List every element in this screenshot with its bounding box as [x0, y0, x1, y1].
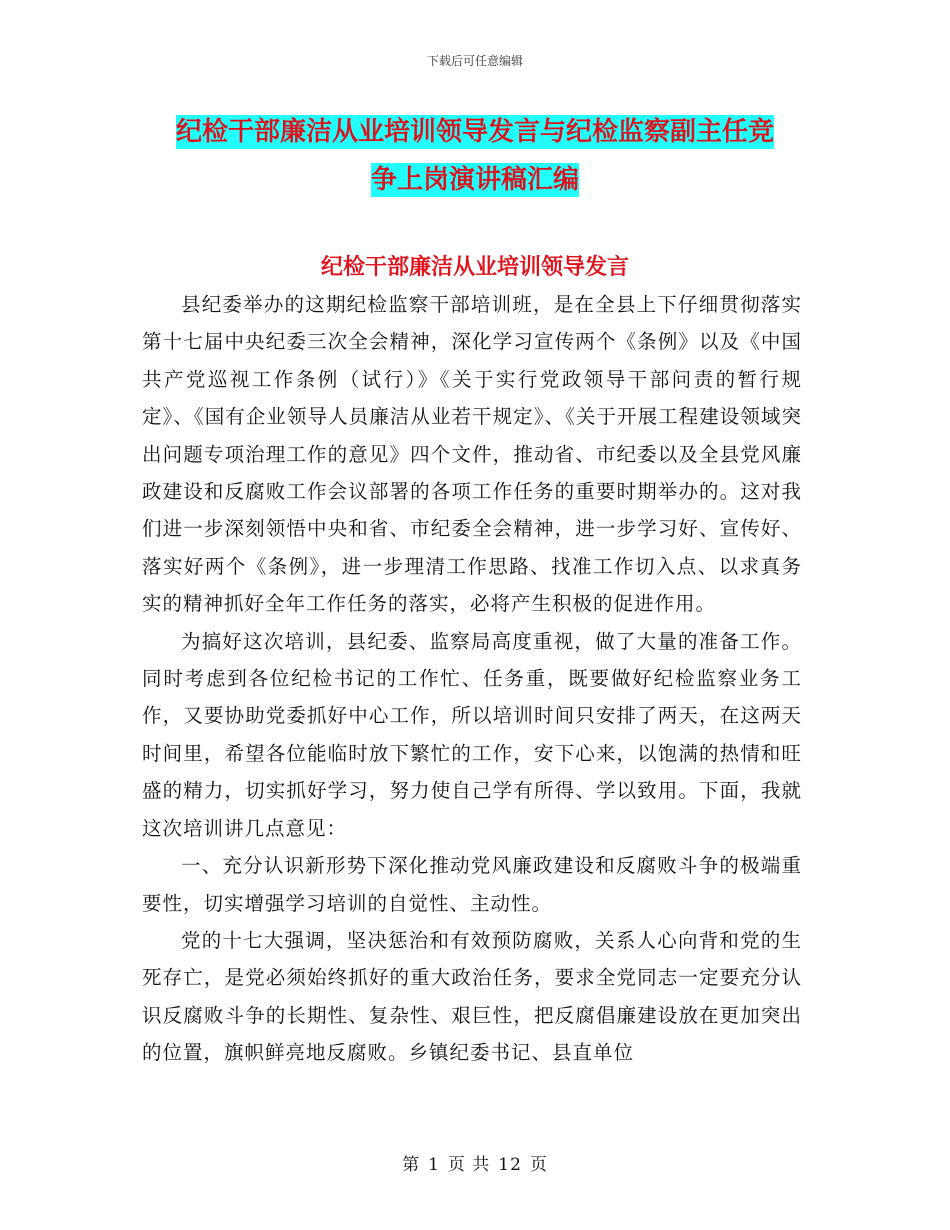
paragraph: 党的十七大强调，坚决惩治和有效预防腐败，关系人心向背和党的生死存亡，是党必须始终抓好的重大政治任务，要求全党同志一定要充分认识反腐败斗争的长期性、复杂性、艰巨性，把反腐倡廉建设放在更加突出的位置，旗帜鲜亮地反腐败。乡镇纪委书记、县直单位 — [142, 928, 802, 1065]
title-line-1: 纪检干部廉洁从业培训领导发言与纪检监察副主任竞 — [175, 117, 774, 147]
title-line-2: 争上岗演讲稿汇编 — [370, 165, 579, 195]
footer-middle: 页 共 — [447, 1155, 491, 1175]
footer-suffix: 页 — [529, 1155, 548, 1175]
paragraph: 一、充分认识新形势下深化推动党风廉政建设和反腐败斗争的极端重要性，切实增强学习培训的自觉性、主动性。 — [142, 854, 802, 915]
document-title — [140, 108, 810, 204]
document-body — [142, 286, 802, 1072]
paragraph: 县纪委举办的这期纪检监察干部培训班，是在全县上下仔细贯彻落实第十七届中央纪委三次全会精神，深化学习宣传两个《条例》以及《中国共产党巡视工作条例（试行）》《关于实行党政领导干部问责的暂行规定》、《国有企业领导人员廉洁从业若干规定》、《关于开展工程建设领域突出问题专项治理工作的意见》四个文件，推动省、市纪委以及全县党风廉政建设和反腐败工作会议部署的各项工作任务的重要时期举办的。这对我们进一步深刻领悟中央和省、市纪委全会精神，进一步学习好、宣传好、落实好两个《条例》，进一步理清工作思路、找准工作切入点、以求真务实的精神抓好全年工作任务的落实，必将产生积极的促进作用。 — [142, 293, 802, 616]
footer-prefix: 第 — [402, 1155, 421, 1175]
section-title: 纪检干部廉洁从业培训领导发言 — [320, 255, 629, 280]
paragraph: 为搞好这次培训，县纪委、监察局高度重视，做了大量的准备工作。同时考虑到各位纪检书记的工作忙、任务重，既要做好纪检监察业务工作，又要协助党委抓好中心工作，所以培训时间只安排了两天，在这两天时间里，希望各位能临时放下繁忙的工作，安下心来，以饱满的热情和旺盛的精力，切实抓好学习，努力使自己学有所得、学以致用。下面，我就这次培训讲几点意见： — [142, 629, 802, 840]
header-note: 下载后可任意编辑 — [426, 54, 523, 68]
current-page-number: 1 — [428, 1155, 440, 1175]
page-footer — [0, 1150, 950, 1175]
total-pages-number: 12 — [498, 1155, 522, 1175]
